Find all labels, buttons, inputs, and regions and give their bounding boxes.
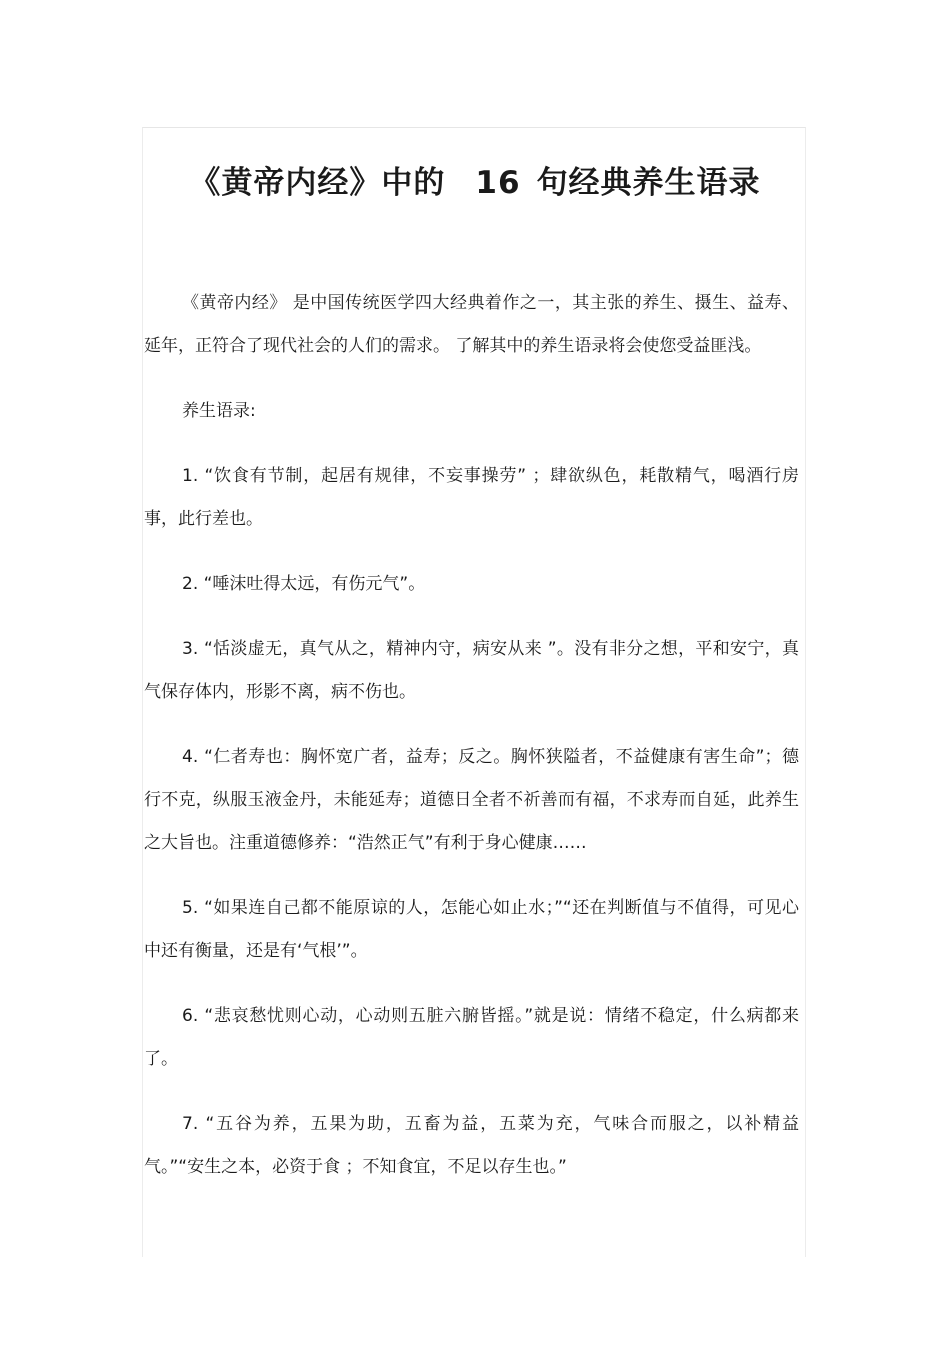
intro-paragraph: 《黄帝内经》 是中国传统医学四大经典着作之一，其主张的养生、摄生、益寿、延年，正符合了现代社会的人们的需求。 了解其中的养生语录将会使您受益匪浅。 bbox=[144, 293, 799, 356]
quote-item-3: 3. “恬淡虚无，真气从之，精神内守，病安从来 ”。没有非分之想，平和安宁，真气保存体内，形影不离，病不伤也。 bbox=[144, 639, 799, 702]
title-number: 16 bbox=[475, 164, 521, 201]
quote-item-1: 1. “饮食有节制，起居有规律，不妄事操劳” ；肆欲纵色，耗散精气，喝酒行房事，此行差也。 bbox=[144, 466, 799, 529]
quote-item-5: 5. “如果连自己都不能原谅的人，怎能心如止水；”“还在判断值与不值得，可见心中还有衡量，还是有‘气根’”。 bbox=[144, 898, 799, 961]
document-body bbox=[144, 282, 799, 1211]
section-heading: 养生语录: bbox=[182, 401, 256, 421]
title-prefix: 《黄帝内经》中的 bbox=[189, 164, 446, 201]
title-suffix: 句经典养生语录 bbox=[536, 164, 761, 201]
document-title bbox=[0, 161, 950, 205]
quote-item-7: 7. “五谷为养，五果为助，五畜为益，五菜为充，气味合而服之，以补精益气。”“安生之本，必资于食 ；不知食宜，不足以存生也。” bbox=[144, 1114, 799, 1177]
quote-item-4: 4. “仁者寿也：胸怀宽广者，益寿；反之。胸怀狭隘者，不益健康有害生命”；德行不克，纵服玉液金丹，未能延寿；道德日全者不祈善而有福，不求寿而自延，此养生之大旨也。注重道德修养：“浩然正气”有利于身心健康…… bbox=[144, 747, 799, 853]
quote-item-2: 2. “唾沫吐得太远，有伤元气”。 bbox=[182, 574, 426, 594]
quote-item-6: 6. “悲哀愁忧则心动，心动则五脏六腑皆摇。”就是说：情绪不稳定，什么病都来了。 bbox=[144, 1006, 799, 1069]
